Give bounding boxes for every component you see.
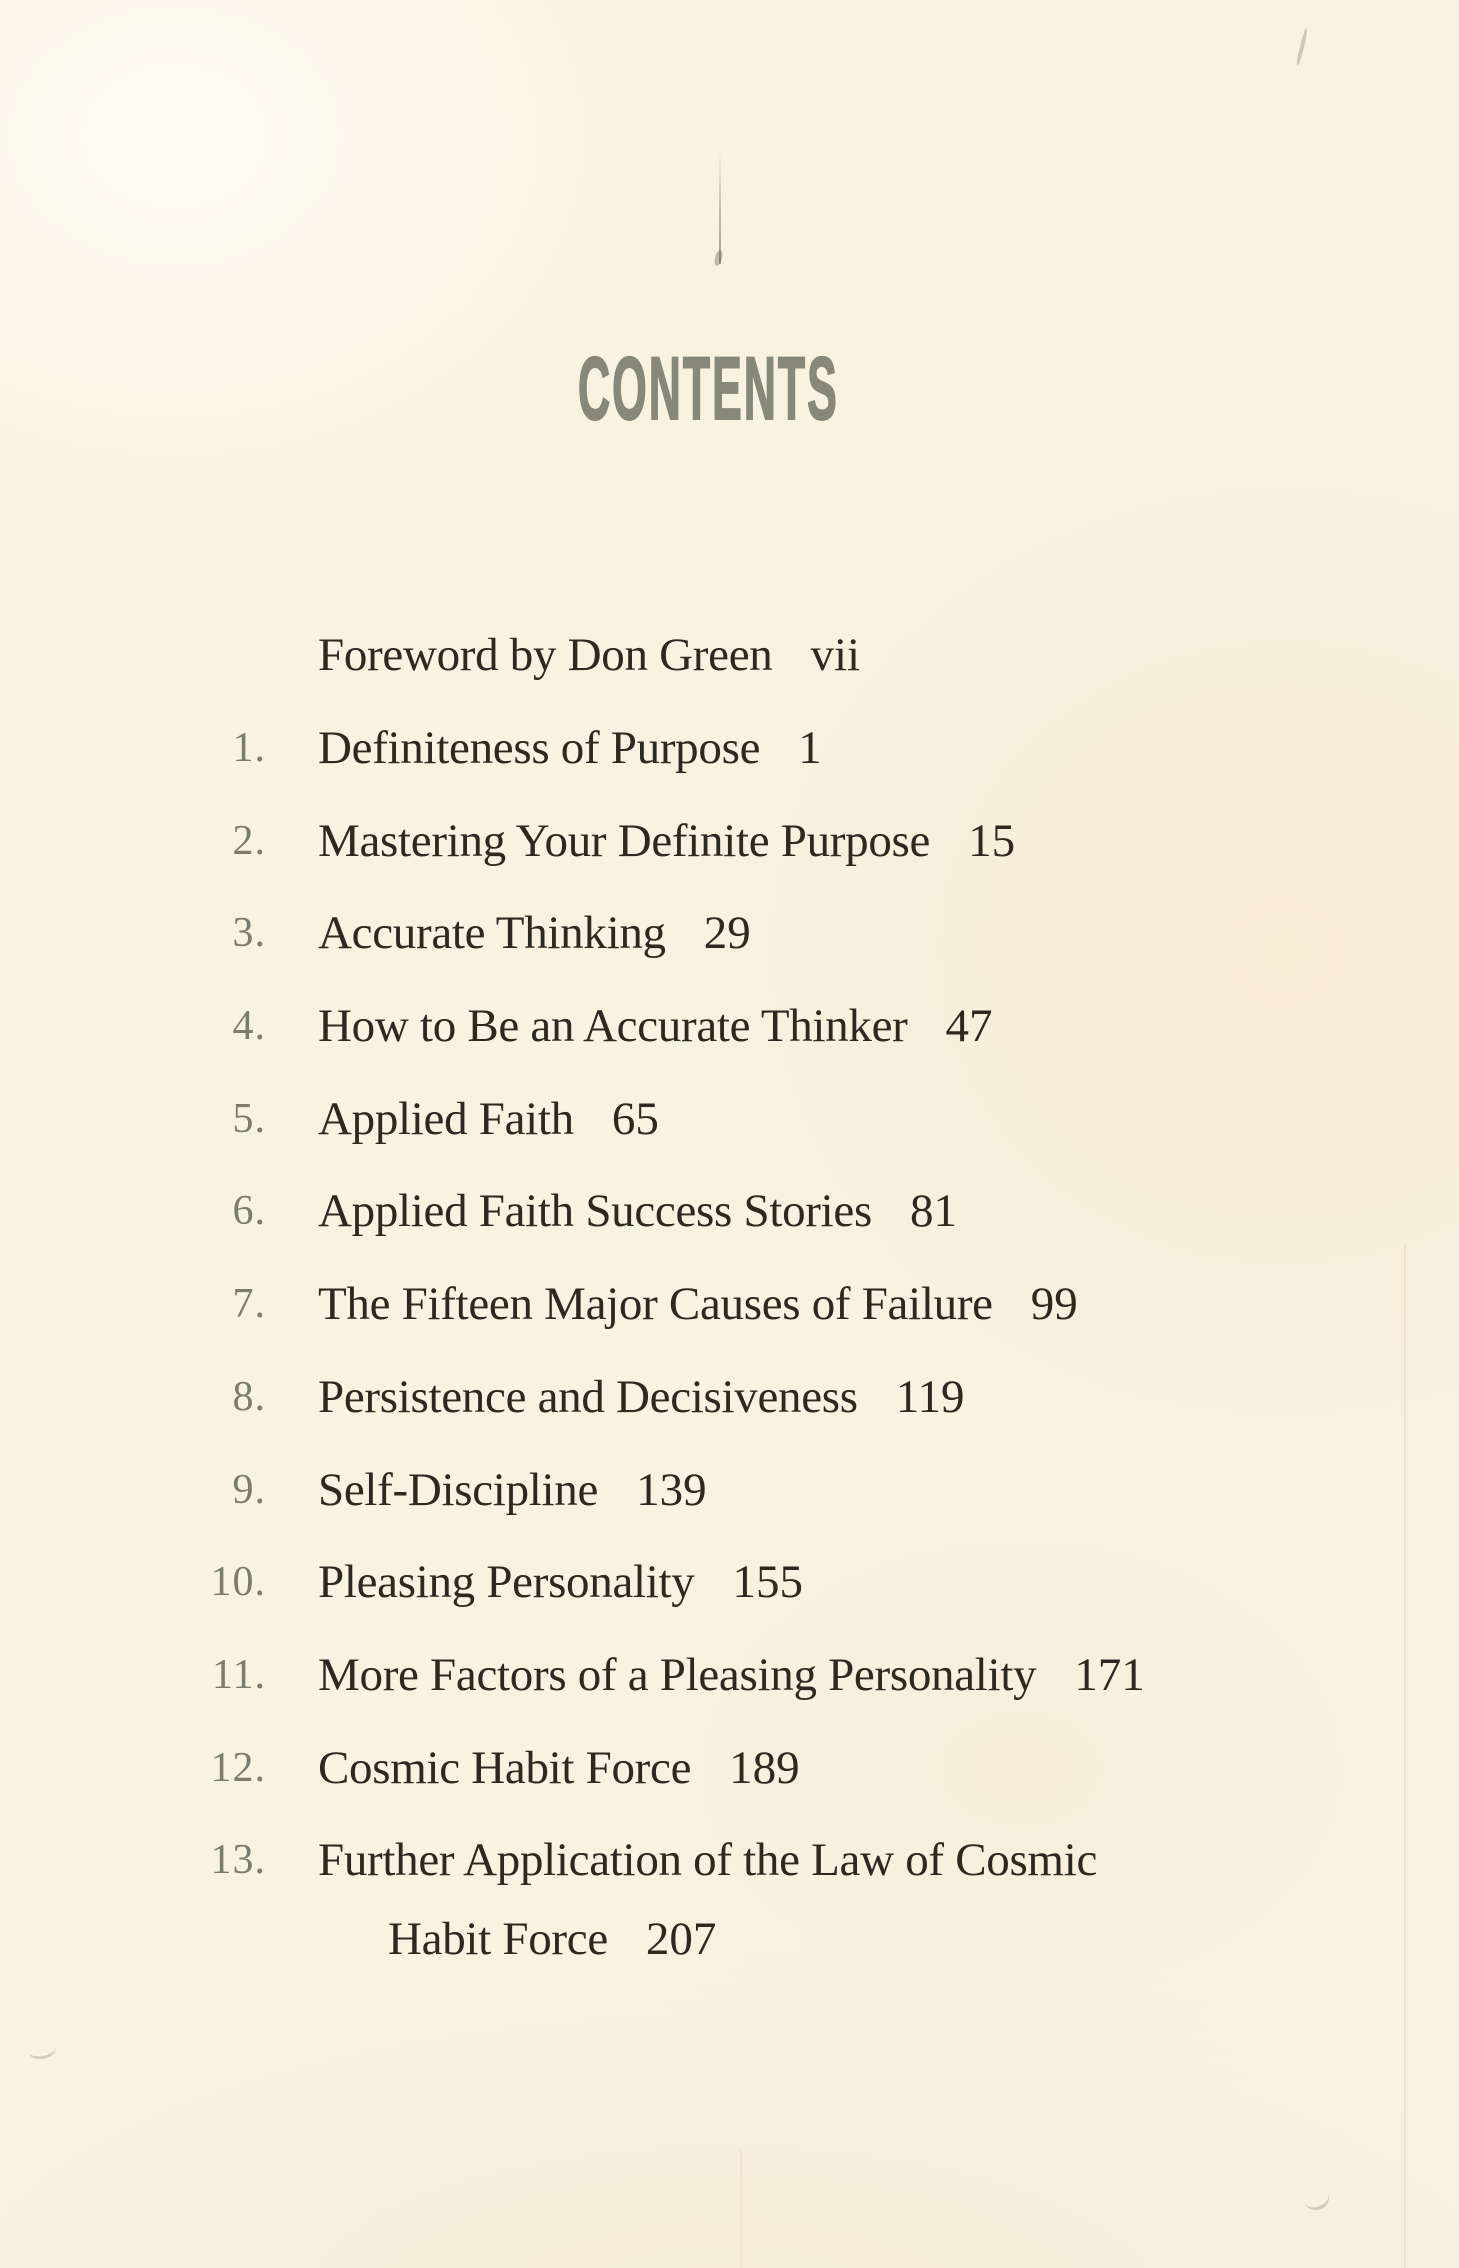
chapter-number: 10. [210,1559,266,1606]
toc-entry [0,1721,1459,1814]
table-of-contents [0,609,1459,1984]
chapter-number: 13. [210,1836,266,1883]
foreword-page-number: vii [810,629,861,682]
chapter-title: Persistence and Decisiveness [318,1370,858,1423]
chapter-title: More Factors of a Pleasing Personality [318,1648,1037,1701]
chapter-title-continuation [318,1905,1097,1984]
paper-crease-bottom [740,2150,742,2268]
toc-entry [0,887,1459,980]
toc-entry [0,1443,1459,1536]
chapter-page-number: 15 [968,814,1016,867]
scan-pencil-mark [27,2038,58,2062]
chapter-number: 12. [210,1744,266,1791]
chapter-title: Accurate Thinking [318,907,666,960]
chapter-title: Definiteness of Purpose [318,722,761,775]
chapter-page-number: 1 [798,722,822,775]
chapter-title-line1: Further Application of the Law of Cosmic [318,1833,1098,1886]
chapter-title-wrapped [318,1814,1097,1984]
chapter-page-number: 47 [945,1000,993,1053]
chapter-title: The Fifteen Major Causes of Failure [318,1278,993,1331]
chapter-number: 4. [232,1003,266,1050]
chapter-number: 1. [232,725,266,772]
chapter-number: 11. [212,1651,266,1698]
chapter-title: Mastering Your Definite Purpose [318,814,931,867]
chapter-number: 5. [232,1095,266,1142]
scan-smudge-mark [1300,2182,1332,2214]
chapter-number: 2. [232,817,266,864]
chapter-title: Self-Discipline [318,1463,599,1516]
toc-entry [0,1814,1459,1984]
chapter-page-number: 139 [636,1463,707,1516]
chapter-title: How to Be an Accurate Thinker [318,1000,908,1053]
toc-entry [0,794,1459,887]
chapter-title: Cosmic Habit Force [318,1741,692,1794]
chapter-page-number: 65 [611,1092,659,1145]
chapter-title: Applied Faith [318,1092,574,1145]
toc-entry [0,1629,1459,1722]
chapter-page-number: 99 [1030,1278,1078,1331]
chapter-page-number: 207 [645,1912,717,1965]
chapter-title-line2: Habit Force [388,1912,608,1965]
chapter-title: Applied Faith Success Stories [318,1185,872,1238]
toc-entry [0,1351,1459,1444]
toc-entry [0,1072,1459,1165]
chapter-page-number: 81 [909,1185,957,1238]
chapter-number: 9. [232,1466,266,1513]
chapter-page-number: 29 [703,907,751,960]
chapter-number: 3. [232,910,266,957]
toc-entry [0,980,1459,1073]
scan-scratch-mark [719,152,721,264]
toc-entry [0,1258,1459,1351]
page-title: CONTENTS [578,338,839,438]
chapter-page-number: 171 [1074,1648,1145,1701]
chapter-number: 6. [232,1188,266,1235]
toc-entry [0,1536,1459,1629]
chapter-page-number: 119 [895,1370,965,1423]
scan-corner-mark [1295,28,1308,66]
chapter-page-number: 155 [732,1556,803,1609]
toc-entry [0,702,1459,795]
chapter-title: Pleasing Personality [318,1556,695,1609]
foreword-title: Foreword by Don Green [318,629,773,682]
toc-entry [0,1165,1459,1258]
chapter-page-number: 189 [729,1741,800,1794]
scan-scratch-blob [713,249,724,266]
chapter-number: 7. [232,1281,266,1328]
toc-entry-foreword [0,609,1459,702]
chapter-number: 8. [232,1373,266,1420]
